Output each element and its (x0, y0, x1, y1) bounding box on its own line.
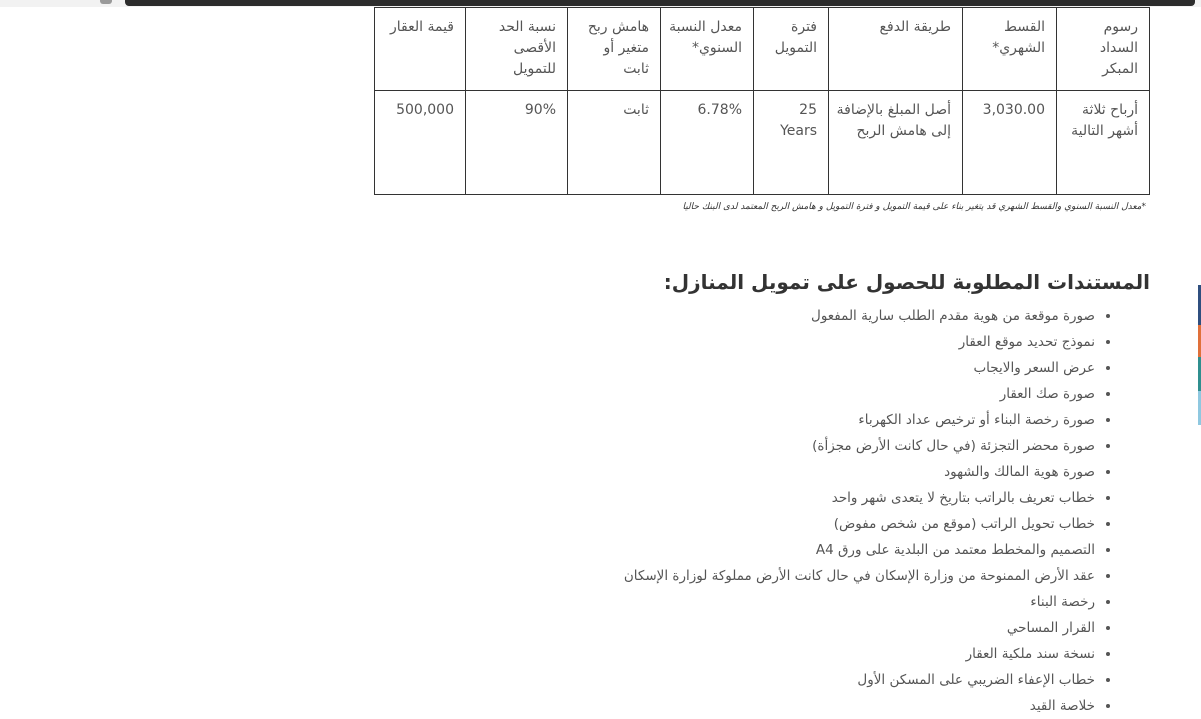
cell-profit-margin-type: ثابت (568, 91, 661, 195)
required-documents-list (375, 303, 1150, 719)
list-item: • صورة صك العقار (375, 381, 1095, 407)
list-item: • خطاب تحويل الراتب (موقع من شخص مفوض) (375, 511, 1095, 537)
list-item: • نموذج تحديد موقع العقار (375, 329, 1095, 355)
list-item: • عقد الأرض الممنوحة من وزارة الإسكان في حال كانت الأرض مملوكة لوزارة الإسكان (375, 563, 1095, 589)
header-annual-rate: معدل النسبة السنوي* (661, 8, 754, 91)
financing-table (374, 7, 1150, 195)
list-item: • صورة محضر التجزئة (في حال كانت الأرض مجزأة) (375, 433, 1095, 459)
list-item: • التصميم والمخطط معتمد من البلدية على ورق A4 (375, 537, 1095, 563)
cell-annual-rate: 6.78% (661, 91, 754, 195)
list-item: • صورة هوية المالك والشهود (375, 459, 1095, 485)
rate-disclaimer-note: *معدل النسبة السنوي والقسط الشهري قد يتغير بناء على قيمة التمويل و فترة التمويل و هامش الربح المعتمد لدى البنك حاليا (682, 202, 1146, 212)
header-financing-period: فترة التمويل (754, 8, 829, 91)
cell-monthly-installment: 3,030.00 (963, 91, 1057, 195)
table-header-row (375, 8, 1150, 91)
browser-scrollbar-strip (0, 0, 1201, 7)
list-item: • صورة رخصة البناء أو ترخيص عداد الكهرباء (375, 407, 1095, 433)
required-documents-title: المستندات المطلوبة للحصول على تمويل المنازل: (663, 270, 1150, 294)
cell-financing-period: 25 Years (754, 91, 829, 195)
list-item: • خطاب تعريف بالراتب بتاريخ لا يتعدى شهر واحد (375, 485, 1095, 511)
cell-property-value: 500,000 (375, 91, 466, 195)
scroll-indicator-dot (100, 0, 112, 4)
list-item: • صورة موقعة من هوية مقدم الطلب سارية المفعول (375, 303, 1095, 329)
list-item: • نسخة سند ملكية العقار (375, 641, 1095, 667)
horizontal-scrollbar[interactable] (125, 0, 1195, 6)
cell-payment-method: أصل المبلغ بالإضافة إلى هامش الربح (829, 91, 963, 195)
list-item: • خطاب الإعفاء الضريبي على المسكن الأول (375, 667, 1095, 693)
table-row (375, 91, 1150, 195)
header-property-value: قيمة العقار (375, 8, 466, 91)
header-payment-method: طريقة الدفع (829, 8, 963, 91)
cell-early-payment-fee: أرباح ثلاثة أشهر التالية (1057, 91, 1150, 195)
list-item: • القرار المساحي (375, 615, 1095, 641)
list-item: • رخصة البناء (375, 589, 1095, 615)
header-early-payment-fee: رسوم السداد المبكر (1057, 8, 1150, 91)
main-content (375, 7, 1150, 719)
list-item: • خلاصة القيد (375, 693, 1095, 719)
cell-max-financing-ratio: 90% (466, 91, 568, 195)
header-monthly-installment: القسط الشهري* (963, 8, 1057, 91)
list-item: • عرض السعر والايجاب (375, 355, 1095, 381)
header-profit-margin-type: هامش ربح متغير أو ثابت (568, 8, 661, 91)
header-max-financing-ratio: نسبة الحد الأقصى للتمويل (466, 8, 568, 91)
